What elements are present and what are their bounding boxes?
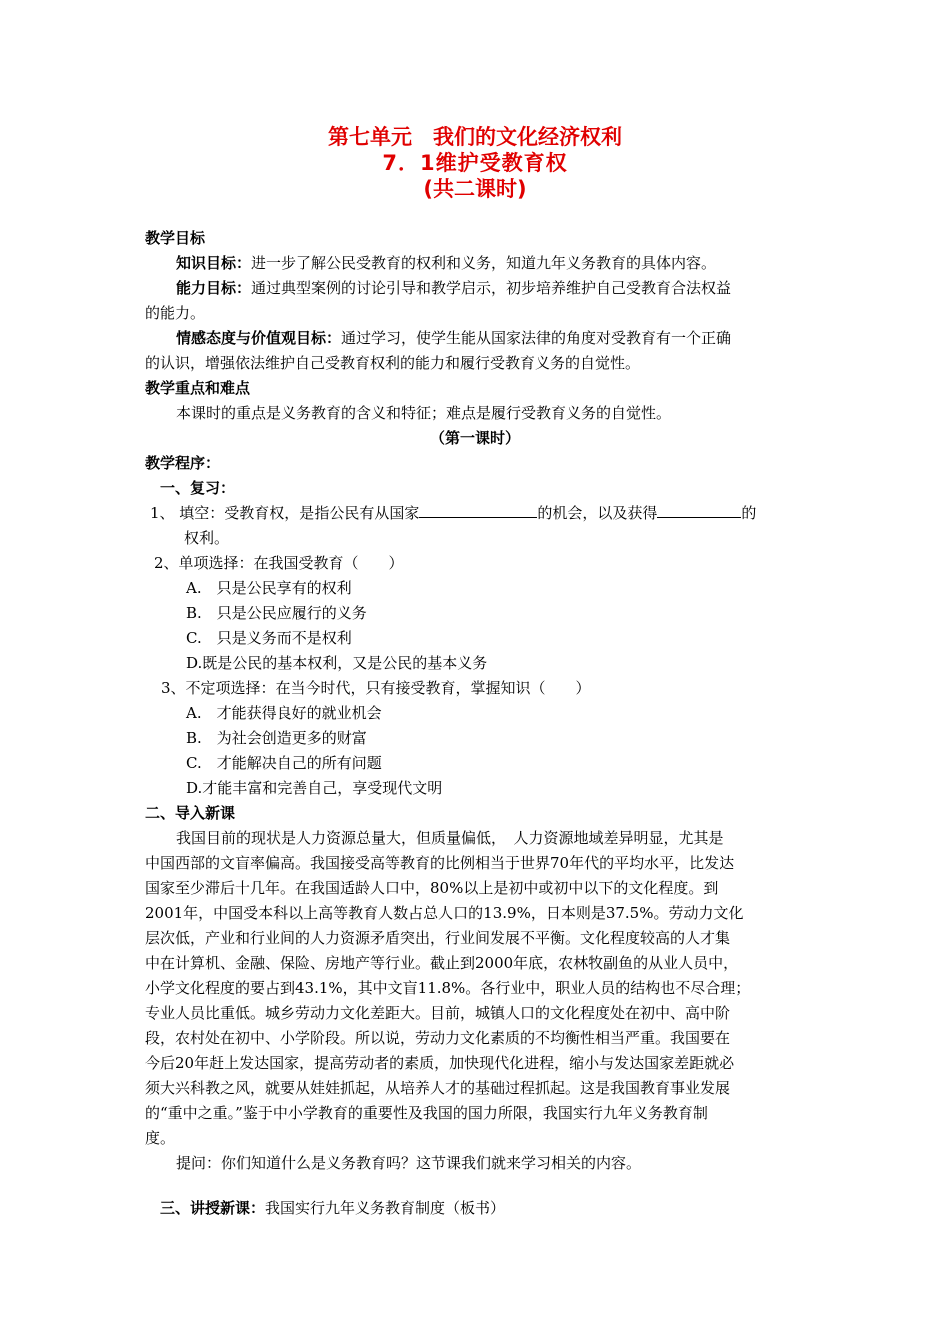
emotion-text: 通过学习，使学生能从国家法律的角度对受教育有一个正确 <box>341 329 732 347</box>
q2-option-a: A. 只是公民享有的权利 <box>186 579 352 597</box>
q2-option-c: C. 只是义务而不是权利 <box>186 629 352 647</box>
intro-line: 小学文化程度的要占到43.1%，其中文盲11.8%。各行业中，职业人员的结构也不尽合理； <box>145 979 751 997</box>
intro-line: 的“重中之重。”鉴于中小学教育的重要性及我国的国力所限，我国实行九年义务教育制 <box>145 1104 708 1122</box>
intro-line: 中在计算机、金融、保险、房地产等行业。截止到2000年底，农林牧副鱼的从业人员中， <box>145 954 739 972</box>
knowledge-label: 知识目标： <box>176 254 252 272</box>
intro-line: 段，农村处在初中、小学阶段。所以说，劳动力文化素质的不均衡性相当严重。我国要在 <box>145 1029 731 1047</box>
new-lesson-heading: 三、讲授新课： <box>160 1199 266 1217</box>
question-2: 2、单项选择：在我国受教育（ ） <box>154 554 404 572</box>
intro-line: 国家至少滞后十几年。在我国适龄人口中，80%以上是初中或初中以下的文化程度。到 <box>145 879 719 897</box>
q3-option-c: C. 才能解决自己的所有问题 <box>186 754 382 772</box>
intro-line: 中国西部的文盲率偏高。我国接受高等教育的比例相当于世界70年代的平均水平，比发达 <box>145 854 735 872</box>
new-lesson <box>160 1196 505 1221</box>
focus-text: 本课时的重点是义务教育的含义和特征；难点是履行受教育义务的自觉性。 <box>176 404 672 422</box>
emotion-text-cont: 的认识，增强依法维护自己受教育权利的能力和履行受教育义务的自觉性。 <box>145 354 641 372</box>
unit-title: 第七单元 我们的文化经济权利 <box>328 125 622 149</box>
q2-option-b: B. 只是公民应履行的义务 <box>186 604 367 622</box>
period-title: (共二课时) <box>423 177 527 201</box>
question-3: 3、不定项选择：在当今时代，只有接受教育，掌握知识（ ） <box>161 679 591 697</box>
ability-text: 通过典型案例的讨论引导和教学启示，初步培养维护自己受教育合法权益 <box>251 279 732 297</box>
objectives-heading: 教学目标 <box>145 229 206 247</box>
blank-1 <box>419 502 537 518</box>
ability-label: 能力目标： <box>176 279 252 297</box>
question-1-cont: 权利。 <box>184 529 230 547</box>
intro-question: 提问：你们知道什么是义务教育吗？这节课我们就来学习相关的内容。 <box>176 1154 642 1172</box>
blank-2 <box>657 502 741 518</box>
knowledge-text: 进一步了解公民受教育的权利和义务，知道九年义务教育的具体内容。 <box>251 254 717 272</box>
intro-line: 专业人员比重低。城乡劳动力文化差距大。目前，城镇人口的文化程度处在初中、高中阶 <box>145 1004 731 1022</box>
procedure-heading: 教学程序： <box>145 454 221 472</box>
intro-line: 层次低，产业和行业间的人力资源矛盾突出，行业间发展不平衡。文化程度较高的人才集 <box>145 929 731 947</box>
q3-option-d: D.才能丰富和完善自己，享受现代文明 <box>186 779 443 797</box>
intro-heading: 二、导入新课 <box>145 804 236 822</box>
question-1 <box>150 501 756 526</box>
intro-line: 今后20年赶上发达国家，提高劳动者的素质，加快现代化进程，缩小与发达国家差距就必 <box>145 1054 735 1072</box>
emotion-label: 情感态度与价值观目标： <box>176 329 342 347</box>
review-heading: 一、复习： <box>160 479 236 497</box>
intro-line: 我国目前的现状是人力资源总量大，但质量偏低， 人力资源地域差异明显，尤其是 <box>176 829 724 847</box>
intro-line: 2001年，中国受本科以上高等教育人数占总人口的13.9%，日本则是37.5%。劳动力文化 <box>145 904 744 922</box>
q1-text-a: 1、 填空：受教育权，是指公民有从国家 <box>150 504 420 522</box>
intro-line: 须大兴科教之风，就要从娃娃抓起，从培养人才的基础过程抓起。这是我国教育事业发展 <box>145 1079 731 1097</box>
focus-heading: 教学重点和难点 <box>145 379 251 397</box>
ability-objective <box>176 276 731 301</box>
q3-option-b: B. 为社会创造更多的财富 <box>186 729 367 747</box>
lesson-title: 7．1维护受教育权 <box>382 151 568 175</box>
q1-text-b: 的机会，以及获得 <box>537 504 658 522</box>
new-lesson-text: 我国实行九年义务教育制度（板书） <box>265 1199 506 1217</box>
q2-option-d: D.既是公民的基本权利，又是公民的基本义务 <box>186 654 488 672</box>
q1-text-c: 的 <box>741 504 757 522</box>
knowledge-objective <box>176 251 716 276</box>
emotion-objective <box>176 326 731 351</box>
lesson-label: （第一课时） <box>429 429 520 447</box>
intro-line: 度。 <box>145 1129 176 1147</box>
q3-option-a: A. 才能获得良好的就业机会 <box>186 704 382 722</box>
ability-text-cont: 的能力。 <box>145 304 206 322</box>
